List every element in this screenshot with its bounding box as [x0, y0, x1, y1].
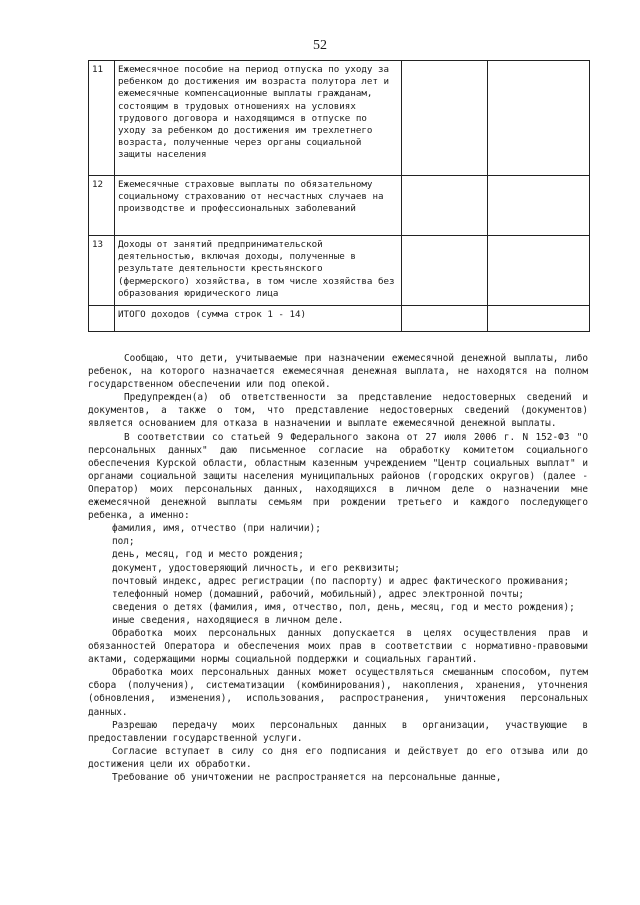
- row-value-cell: [488, 306, 590, 332]
- paragraph: Предупрежден(а) об ответственности за представление недостоверных сведений и документов, а также о том, что представление недостоверных сведений (документов) является основанием для отказа в назначении и выплате ежемесячной денежной выплаты.: [88, 392, 588, 430]
- row-value-cell: [402, 61, 488, 176]
- row-value-cell: [402, 236, 488, 306]
- table-row-total: [89, 306, 590, 332]
- paragraph: Сообщаю, что дети, учитываемые при назначении ежемесячной денежной выплаты, либо ребенок, на которого назначается ежемесячная денежная выплата, не находятся на полном государственном обеспечении или под опекой.: [88, 353, 588, 391]
- row-value-cell: [402, 176, 488, 236]
- paragraph: Разрешаю передачу моих персональных данных в организации, участвующие в предоставлении государственной услуги.: [88, 719, 588, 744]
- list-item: документ, удостоверяющий личность, и его реквизиты;: [112, 562, 400, 574]
- list-item: сведения о детях (фамилия, имя, отчество, пол, день, месяц, год и место рождения);: [112, 601, 575, 613]
- row-description: ИТОГО доходов (сумма строк 1 - 14): [115, 306, 402, 332]
- paragraph: Требование об уничтожении не распространяется на персональные данные,: [112, 772, 502, 783]
- row-description: Ежемесячные страховые выплаты по обязательному социальному страхованию от несчастных случаев на производстве и профессиональных заболеваний: [115, 176, 402, 236]
- paragraph: Обработка моих персональных данных допускается в целях осуществления прав и обязанностей Оператора и обеспечения моих прав в соответствии с нормативно-правовыми актами, содержащими нормы социальной поддержки и социальных гарантий.: [88, 627, 588, 666]
- consent-text: [88, 352, 588, 784]
- list-item: пол;: [112, 536, 135, 548]
- row-value-cell: [488, 61, 590, 176]
- row-number: 11: [89, 61, 115, 176]
- row-description: Доходы от занятий предпринимательской деятельностью, включая доходы, полученные в результате деятельности крестьянского (фермерского) хозяйства, в том числе хозяйства без образования юридического лица: [115, 236, 402, 306]
- list-item: телефонный номер (домашний, рабочий, мобильный), адрес электронной почты;: [112, 588, 525, 600]
- list-item: день, месяц, год и место рождения;: [112, 549, 304, 561]
- row-number: 13: [89, 236, 115, 306]
- list-item: иные сведения, находящиеся в личном деле.: [112, 614, 344, 626]
- row-number: 12: [89, 176, 115, 236]
- table-row: [89, 236, 590, 306]
- table-row: [89, 176, 590, 236]
- row-value-cell: [488, 236, 590, 306]
- income-table: [88, 60, 590, 332]
- page-number: 52: [313, 38, 327, 53]
- row-value-cell: [402, 306, 488, 332]
- paragraph: Обработка моих персональных данных может осуществляться смешанным способом, путем сбора (получения), систематизации (комбинирования), накопления, хранения, уточнения (обновления, изменения), использования, распространения, уничтожения персональных данных.: [88, 667, 588, 718]
- row-number: [89, 306, 115, 332]
- list-item: почтовый индекс, адрес регистрации (по паспорту) и адрес фактического проживания;: [112, 575, 570, 587]
- table-row: [89, 61, 590, 176]
- row-description: Ежемесячное пособие на период отпуска по уходу за ребенком до достижения им возраста полутора лет и ежемесячные компенсационные выплаты гражданам, состоящим в трудовых отношениях на условиях трудового договора и находящимся в отпуске по уходу за ребенком до достижения им трехлетнего возраста, полученные через органы социальной защиты населения: [115, 61, 402, 176]
- row-value-cell: [488, 176, 590, 236]
- list-item: фамилия, имя, отчество (при наличии);: [112, 523, 321, 535]
- paragraph: Согласие вступает в силу со дня его подписания и действует до его отзыва или до достижения цели их обработки.: [88, 745, 588, 770]
- paragraph: В соответствии со статьей 9 Федерального закона от 27 июля 2006 г. N 152-ФЗ "О персональных данных" даю письменное согласие на обработку комитетом социального обеспечения Курской области, областным казенным учреждением "Центр социальных выплат" и органами социальной защиты населения муниципальных районов (городских округов) (далее - Оператор) моих персональных данных, находящихся в личном деле о назначении мне ежемесячной денежной выплаты семьям при рождении третьего и каждого последующего ребенка, а именно:: [88, 431, 588, 522]
